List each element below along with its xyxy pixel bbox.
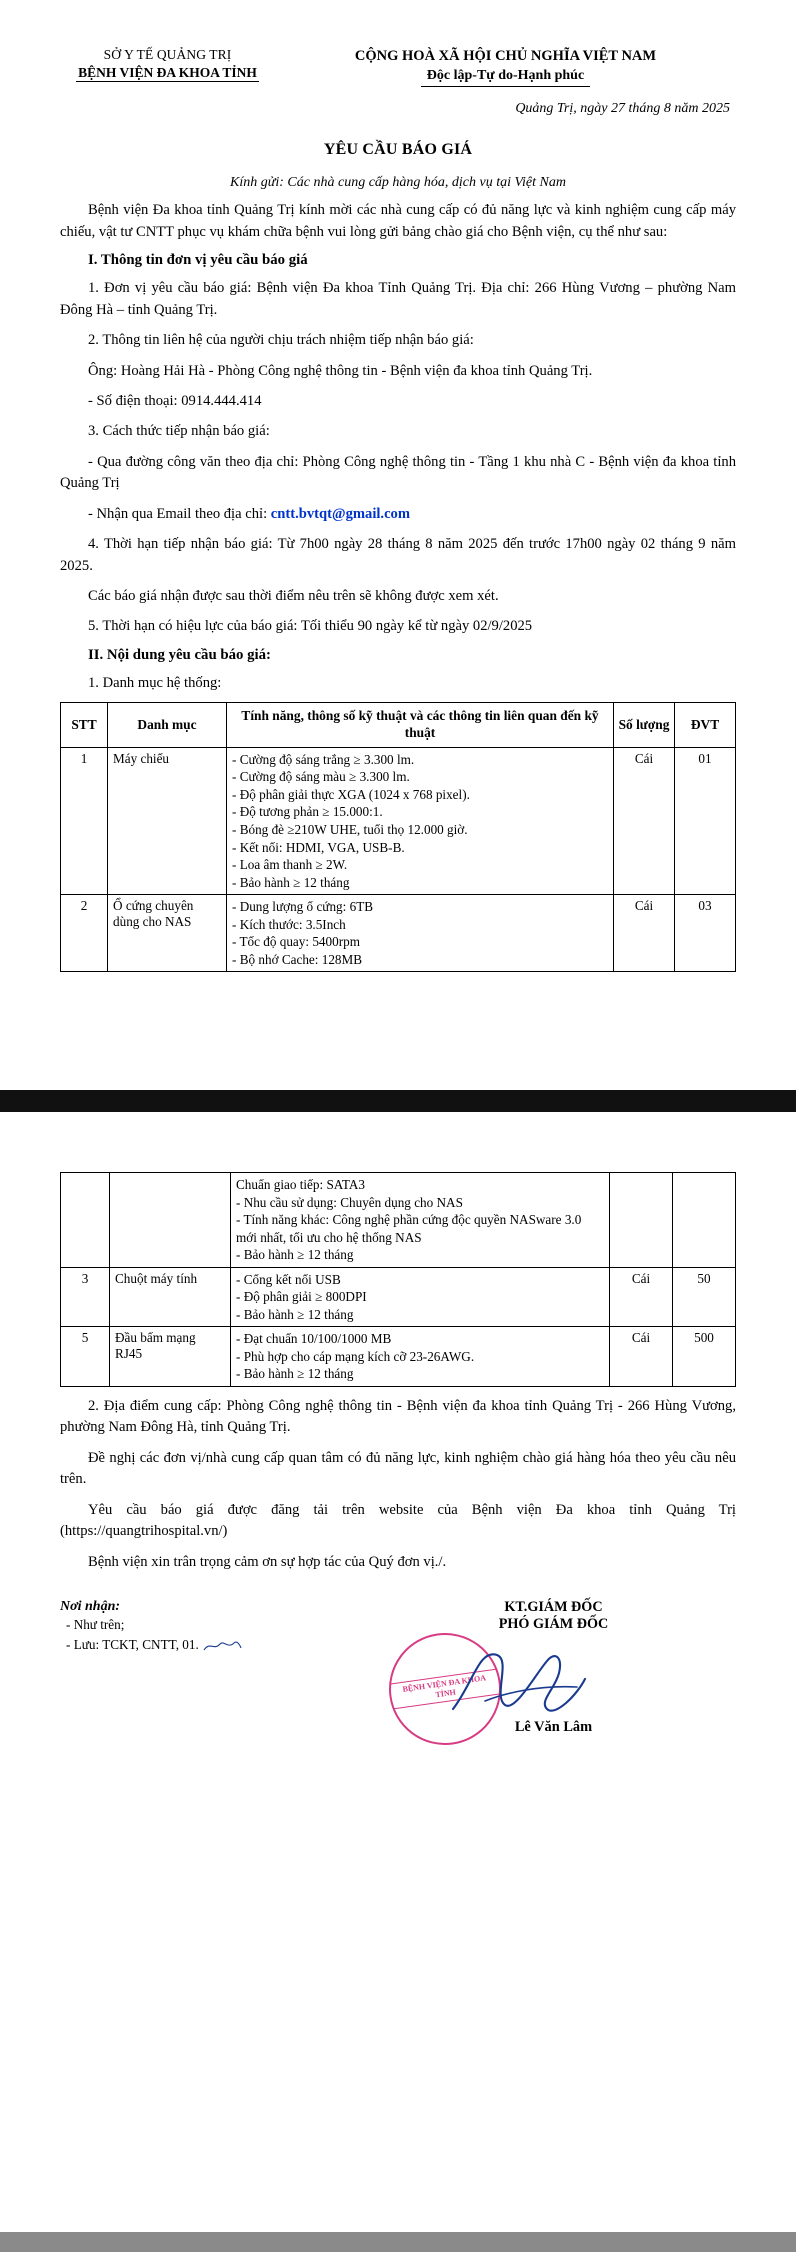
spec-line: - Cường độ sáng màu ≥ 3.300 lm.	[232, 769, 410, 785]
spec-line: - Bảo hành ≥ 12 tháng	[232, 874, 350, 890]
th-unit: ĐVT	[675, 703, 736, 748]
spec-line: - Tính năng khác: Công nghệ phần cứng độc quyền NASware 3.0 mới nhất, tối ưu cho hệ thống NAS	[236, 1212, 582, 1245]
cell-unit: 03	[675, 895, 736, 972]
section-1-heading: I. Thông tin đơn vị yêu cầu báo giá	[88, 252, 308, 269]
section-1-item-3b	[60, 504, 736, 525]
section-1-contact-phone: - Số điện thoại: 0914.444.414	[88, 392, 262, 409]
spec-line: - Dung lượng ổ cứng: 6TB	[232, 899, 374, 915]
section-2-heading: II. Nội dung yêu cầu báo giá:	[88, 646, 271, 663]
signer-name: Lê Văn Lâm	[514, 1719, 593, 1736]
spec-line: - Bảo hành ≥ 12 tháng	[236, 1247, 354, 1263]
th-specs: Tính năng, thông số kỹ thuật và các thông tin liên quan đến kỹ thuật	[227, 703, 614, 748]
cell-qty: Cái	[614, 747, 675, 894]
cell-qty	[610, 1173, 673, 1268]
table-row	[61, 895, 736, 972]
signer-role-1: KT.GIÁM ĐỐC	[504, 1599, 603, 1616]
closing-paragraph-2: Yêu cầu báo giá được đăng tải trên website của Bệnh viện Đa khoa tỉnh Quảng Trị (https://quangtrihospital.vn/)	[60, 1501, 736, 1540]
recipient-item	[60, 1635, 371, 1655]
section-1-item-1: 1. Đơn vị yêu cầu báo giá: Bệnh viện Đa khoa Tỉnh Quảng Trị. Địa chỉ: 266 Hùng Vương – phường Nam Đông Hà – tỉnh Quảng Trị.	[60, 280, 736, 318]
items-table-page2	[60, 1172, 736, 1387]
spec-line: - Độ tương phản ≥ 15.000:1.	[232, 804, 383, 820]
cell-stt	[61, 1173, 110, 1268]
th-qty: Số lượng	[614, 703, 675, 748]
intro-paragraph: Bệnh viện Đa khoa tỉnh Quảng Trị kính mời các nhà cung cấp có đủ năng lực và kinh nghiệm cung cấp máy chiếu, vật tư CNTT phục vụ khám chữa bệnh vui lòng gửi bảng chào giá cho Bệnh viện, cụ thể như sau:	[60, 202, 736, 240]
cell-stt: 3	[61, 1267, 110, 1327]
spec-line: - Bóng đè ≥210W UHE, tuổi thọ 12.000 giờ.	[232, 822, 468, 837]
table-row	[61, 747, 736, 894]
recipients-title: Nơi nhận:	[60, 1599, 121, 1615]
spec-line: - Bảo hành ≥ 12 tháng	[236, 1366, 354, 1382]
cell-name: Máy chiếu	[108, 747, 227, 894]
cell-qty: Cái	[610, 1327, 673, 1387]
section-1-contact-name: Ông: Hoàng Hải Hà - Phòng Công nghệ thông tin - Bệnh viện đa khoa tỉnh Quảng Trị.	[88, 362, 593, 379]
section-1-item-3a: - Qua đường công văn theo địa chỉ: Phòng Công nghệ thông tin - Tầng 1 khu nhà C - Bệnh viện đa khoa tỉnh Quảng Trị	[60, 453, 736, 492]
page-separator	[0, 1090, 796, 1112]
cell-name: Ổ cứng chuyên dùng cho NAS	[108, 895, 227, 972]
cell-stt: 2	[61, 895, 108, 972]
document-page-1	[0, 0, 796, 1090]
date-line: Quảng Trị, ngày 27 tháng 8 năm 2025	[515, 101, 730, 117]
spec-line: - Cường độ sáng trắng ≥ 3.300 lm.	[232, 751, 415, 767]
issuer-department: SỞ Y TẾ QUẢNG TRỊ	[103, 47, 232, 62]
spec-line: - Nhu cầu sử dụng: Chuyên dụng cho NAS	[236, 1194, 463, 1210]
issuer-hospital: BỆNH VIỆN ĐA KHOA TỈNH	[78, 64, 257, 80]
cell-qty: Cái	[614, 895, 675, 972]
section-1-item-5: 5. Thời hạn có hiệu lực của báo giá: Tối thiểu 90 ngày kể từ ngày 02/9/2025	[88, 618, 533, 635]
email-label: - Nhận qua Email theo địa chỉ:	[88, 505, 271, 522]
signer-block	[371, 1599, 736, 1736]
cell-specs	[227, 895, 614, 972]
page-title: YÊU CẦU BÁO GIÁ	[323, 141, 473, 159]
cell-stt: 5	[61, 1327, 110, 1387]
cell-qty: Cái	[610, 1267, 673, 1327]
recipient-item-label: - Lưu: TCKT, CNTT, 01.	[66, 1636, 199, 1652]
cell-unit: 50	[673, 1267, 736, 1327]
spec-line: - Cổng kết nối USB	[236, 1271, 341, 1287]
th-stt: STT	[61, 703, 108, 748]
header-issuer	[60, 34, 275, 82]
cell-unit: 01	[675, 747, 736, 894]
cell-unit	[673, 1173, 736, 1268]
table-row	[61, 1327, 736, 1387]
email-address[interactable]: cntt.bvtqt@gmail.com	[270, 505, 411, 522]
recipients-list	[60, 1599, 371, 1736]
spec-line: - Tốc độ quay: 5400rpm	[232, 934, 360, 950]
spec-line: - Đạt chuẩn 10/100/1000 MB	[236, 1331, 392, 1347]
cell-name: Đầu bấm mạng RJ45	[110, 1327, 231, 1387]
signer-role-2: PHÓ GIÁM ĐỐC	[498, 1616, 609, 1633]
cell-unit: 500	[673, 1327, 736, 1387]
spec-line: Chuẩn giao tiếp: SATA3	[236, 1177, 365, 1192]
closing-paragraph-3: Bệnh viện xin trân trọng cảm ơn sự hợp tác của Quý đơn vị./.	[88, 1553, 447, 1570]
spec-line: - Độ phân giải thực XGA (1024 x 768 pixel).	[232, 786, 470, 802]
spec-line: - Bộ nhớ Cache: 128MB	[232, 951, 363, 967]
section-1-item-3: 3. Cách thức tiếp nhận báo giá:	[88, 423, 270, 440]
header-national	[275, 34, 736, 87]
section-2-item-1: 1. Danh mục hệ thống:	[88, 674, 222, 691]
cell-stt: 1	[61, 747, 108, 894]
handwriting-mark-icon	[202, 1639, 242, 1653]
spec-line: - Kích thước: 3.5Inch	[232, 916, 346, 932]
national-title: CỘNG HOÀ XÃ HỘI CHỦ NGHĨA VIỆT NAM	[354, 48, 657, 64]
section-2-item-2: 2. Địa điểm cung cấp: Phòng Công nghệ thông tin - Bệnh viện đa khoa tỉnh Quảng Trị - 266 Hùng Vương, phường Nam Đông Hà, tỉnh Quảng Trị.	[60, 1398, 736, 1436]
table-row	[61, 1267, 736, 1327]
table-header-row	[61, 703, 736, 748]
table-row	[61, 1173, 736, 1268]
section-1-item-4-note: Các báo giá nhận được sau thời điểm nêu trên sẽ không được xem xét.	[88, 588, 499, 604]
spec-line: - Loa âm thanh ≥ 2W.	[232, 857, 348, 873]
signature-block	[60, 1599, 736, 1736]
recipient-line: Kính gửi: Các nhà cung cấp hàng hóa, dịch vụ tại Việt Nam	[230, 175, 566, 191]
spec-line: - Độ phân giải ≥ 800DPI	[236, 1289, 367, 1305]
spec-line: - Kết nối: HDMI, VGA, USB-B.	[232, 839, 405, 855]
th-name: Danh mục	[108, 703, 227, 748]
cell-specs	[227, 747, 614, 894]
recipient-item: - Như trên;	[66, 1617, 125, 1633]
cell-specs	[231, 1267, 610, 1327]
section-1-item-2: 2. Thông tin liên hệ của người chịu trách nhiệm tiếp nhận báo giá:	[88, 332, 474, 349]
stamp-text: BỆNH VIỆN ĐA KHOA TỈNH	[390, 1669, 501, 1710]
spec-line: - Bảo hành ≥ 12 tháng	[236, 1306, 354, 1322]
national-motto: Độc lập-Tự do-Hạnh phúc	[421, 66, 590, 87]
items-table-page1	[60, 702, 736, 972]
cell-name: Chuột máy tính	[110, 1267, 231, 1327]
closing-paragraph-1: Đề nghị các đơn vị/nhà cung cấp quan tâm có đủ năng lực, kinh nghiệm chào giá hàng hóa theo yêu cầu nêu trên.	[60, 1449, 736, 1488]
spec-line: - Phù hợp cho cáp mạng kích cỡ 23-26AWG.	[236, 1348, 475, 1364]
document-header	[60, 34, 736, 87]
cell-specs	[231, 1173, 610, 1268]
section-1-item-4: 4. Thời hạn tiếp nhận báo giá: Từ 7h00 ngày 28 tháng 8 năm 2025 đến trước 17h00 ngày 02 tháng 9 năm 2025.	[60, 536, 736, 574]
cell-name	[110, 1173, 231, 1268]
document-page-2	[0, 1112, 796, 2232]
cell-specs	[231, 1327, 610, 1387]
